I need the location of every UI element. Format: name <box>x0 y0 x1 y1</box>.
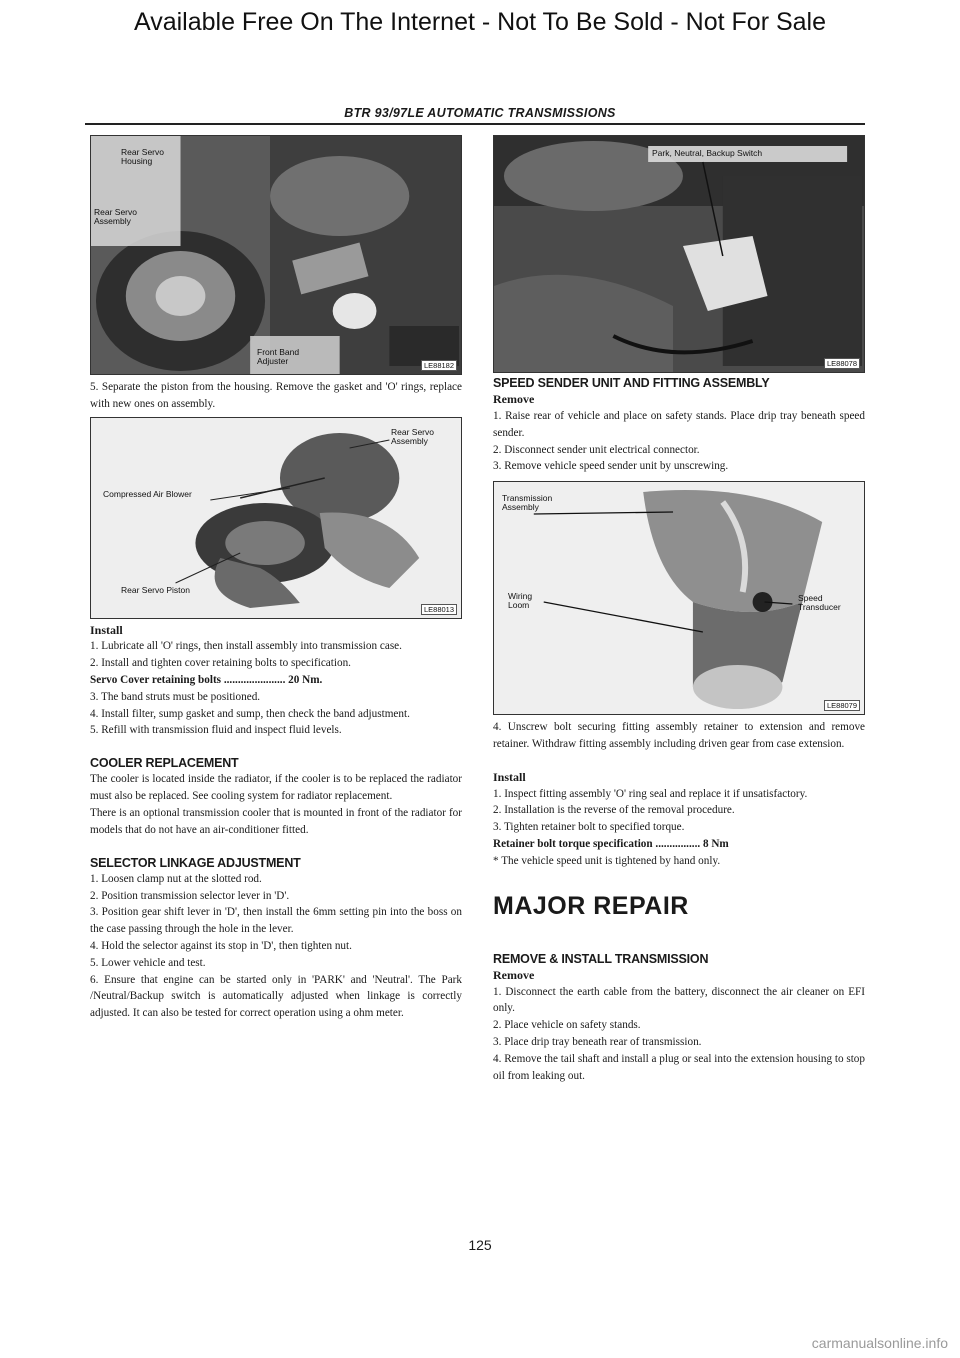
figure-park-neutral-switch <box>493 135 865 373</box>
removal-step: 2. Place vehicle on safety stands. <box>493 1019 641 1032</box>
unscrew-step: 4. Unscrew bolt securing fitting assembly retainer to extension and remove retainer. Withdraw fitting assembly including driven gear from case extension. <box>493 721 865 751</box>
figure-rear-servo-piston <box>90 417 462 619</box>
label-front-band-adjuster: Front Band Adjuster <box>257 347 300 366</box>
label-rear-servo-assembly-2: Rear Servo Assembly <box>391 426 434 446</box>
right-column <box>493 135 865 1084</box>
label-rear-servo-assembly: Rear Servo Assembly <box>94 207 137 226</box>
install-note: * The vehicle speed unit is tightened by hand only. <box>493 854 721 867</box>
figure-ref-code: LE88013 <box>421 604 457 615</box>
page-number: 125 <box>468 1237 492 1253</box>
photo-rear-servo-housing <box>91 136 461 374</box>
selector-step: 5. Lower vehicle and test. <box>90 956 206 969</box>
selector-step: 6. Ensure that engine can be started only in 'PARK' and 'Neutral'. The Park /Neutral/Backup switch is automatically adjusted when linkage is correctly adjusted. It can also be tested for correct operation using a ohm meter. <box>90 973 462 1020</box>
selector-step: 4. Hold the selector against its stop in 'D', then tighten nut. <box>90 940 352 953</box>
cooler-paragraph: The cooler is located inside the radiator, if the cooler is to be replaced the radiator must also be replaced. See cooling system for radiator replacement. <box>90 773 462 803</box>
remove-step: 1. Raise rear of vehicle and place on safety stands. Place drip tray beneath speed sender. <box>493 410 865 439</box>
selector-step: 1. Loosen clamp nut at the slotted rod. <box>90 872 262 885</box>
install-step: 1. Inspect fitting assembly 'O' ring seal and replace it if unsatisfactory. <box>493 787 808 800</box>
speed-sender-heading: SPEED SENDER UNIT AND FITTING ASSEMBLY <box>493 376 770 390</box>
removal-step: 3. Place drip tray beneath rear of transmission. <box>493 1036 702 1049</box>
install-heading: Install <box>90 622 123 637</box>
label-compressed-air-blower: Compressed Air Blower <box>103 488 192 499</box>
install-step: 2. Install and tighten cover retaining bolts to specification. <box>90 657 351 670</box>
remove-step: 3. Remove vehicle speed sender unit by unscrewing. <box>493 460 729 473</box>
label-rear-servo-housing: Rear Servo Housing <box>121 147 164 166</box>
figure-rear-servo-housing <box>90 135 462 375</box>
removal-step: 4. Remove the tail shaft and install a plug or seal into the extension housing to stop oil from leaking out. <box>493 1052 865 1082</box>
install-heading: Install <box>493 769 526 784</box>
label-speed-transducer: Speed Transducer <box>798 593 841 613</box>
step-separate-piston: 5. Separate the piston from the housing. Remove the gasket and 'O' rings, replace with new ones on assembly. <box>90 381 462 410</box>
removal-step: 1. Disconnect the earth cable from the battery, disconnect the air cleaner on EFI only. <box>493 985 865 1015</box>
install-step: 3. Tighten retainer bolt to specified torque. <box>493 821 685 834</box>
selector-linkage-heading: SELECTOR LINKAGE ADJUSTMENT <box>90 855 301 870</box>
figure-ref-code: LE88079 <box>824 700 860 711</box>
selector-step: 3. Position gear shift lever in 'D', then install the 6mm setting pin into the boss on the case passing through the hole in the lever. <box>90 906 462 936</box>
label-rear-servo-piston: Rear Servo Piston <box>121 584 190 595</box>
label-transmission-assembly: Transmission Assembly <box>502 493 553 513</box>
photo-park-neutral-switch <box>494 136 864 372</box>
install-step: 2. Installation is the reverse of the removal procedure. <box>493 804 735 817</box>
cooler-replacement-heading: COOLER REPLACEMENT <box>90 756 239 771</box>
remove-install-transmission-heading: REMOVE & INSTALL TRANSMISSION <box>493 951 709 966</box>
header-rule <box>85 123 865 125</box>
torque-spec: Servo Cover retaining bolts ...................... 20 Nm. <box>90 673 323 686</box>
label-park-neutral-backup-switch: Park, Neutral, Backup Switch <box>652 148 763 158</box>
torque-spec: Retainer bolt torque specification ................ 8 Nm <box>493 838 729 851</box>
figure-ref-code: LE88078 <box>824 358 860 369</box>
left-column <box>90 135 462 1022</box>
remove-heading: Remove <box>493 967 535 982</box>
figure-speed-transducer <box>493 481 865 715</box>
install-step: 4. Install filter, sump gasket and sump, then check the band adjustment. <box>90 707 410 720</box>
running-head: BTR 93/97LE AUTOMATIC TRANSMISSIONS <box>344 106 616 120</box>
label-wiring-loom: Wiring Loom <box>508 591 533 611</box>
cooler-paragraph: There is an optional transmission cooler that is mounted in front of the radiator for models that do not have an air-conditioner fitted. <box>90 807 462 836</box>
install-step: 1. Lubricate all 'O' rings, then install assembly into transmission case. <box>90 640 402 653</box>
remove-step: 2. Disconnect sender unit electrical connector. <box>493 443 700 456</box>
remove-heading: Remove <box>493 392 535 407</box>
selector-step: 2. Position transmission selector lever in 'D'. <box>90 889 290 902</box>
footer-watermark-url: carmanualsonline.info <box>811 1335 948 1351</box>
install-step: 3. The band struts must be positioned. <box>90 690 261 703</box>
install-step: 5. Refill with transmission fluid and inspect fluid levels. <box>90 724 342 737</box>
free-distribution-banner: Available Free On The Internet - Not To Be Sold - Not For Sale <box>133 8 827 36</box>
figure-ref-code: LE88182 <box>421 360 457 371</box>
major-repair-heading: MAJOR REPAIR <box>493 891 689 920</box>
